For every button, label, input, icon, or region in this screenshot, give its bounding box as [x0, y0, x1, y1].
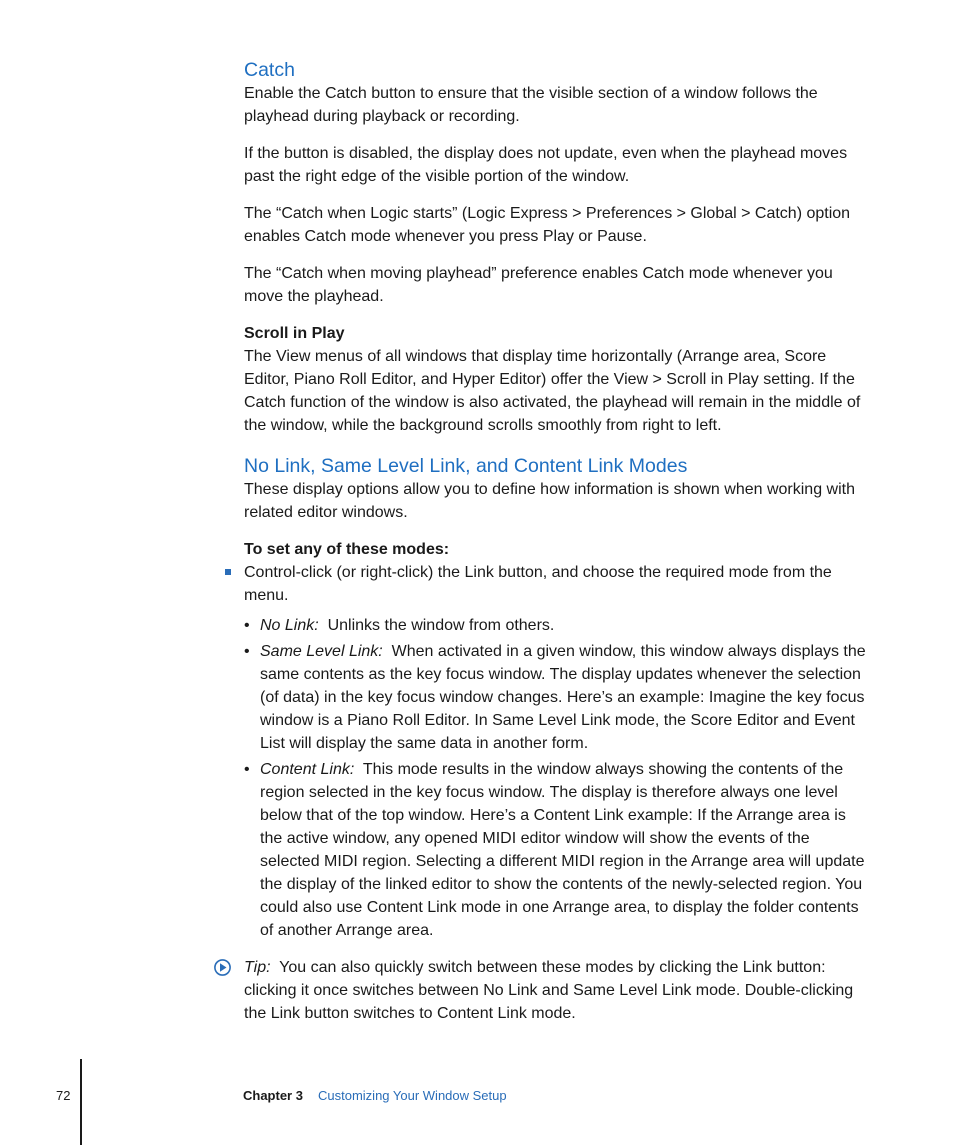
bullet-dot-icon: •: [244, 617, 250, 634]
footer-chapter-title: Customizing Your Window Setup: [318, 1088, 507, 1103]
tip-note: [244, 956, 872, 1025]
tip-label: Tip:: [244, 959, 271, 976]
task-heading: To set any of these modes:: [244, 541, 450, 558]
list-item-same-level-link: [244, 640, 872, 755]
footer-chapter: Chapter 3: [243, 1088, 303, 1103]
footer-divider: [80, 1059, 82, 1145]
desc-content-link: This mode results in the window always showing the contents of the region selected in the key focus window. The display is therefore always one level below that of the top window. Here’s a Content Link example: If the Arrange area is the active window, any opened MIDI editor window will show the events of the selected MIDI region. Selecting a different MIDI region in the Arrange area will update the display of the linked editor to show the contents of the newly-selected region. You could also use Content Link mode in one Arrange area, to display the folder contents of another Arrange area.: [260, 761, 865, 939]
catch-paragraph-4: The “Catch when moving playhead” preference enables Catch mode whenever you move the playhead.: [244, 265, 833, 305]
tip-arrow-icon: [214, 959, 231, 976]
desc-no-link: Unlinks the window from others.: [327, 617, 555, 634]
bullet-dot-icon: •: [244, 643, 250, 660]
link-paragraph-1: These display options allow you to define how information is shown when working with related editor windows.: [244, 481, 855, 521]
subheading-scroll-in-play: Scroll in Play: [244, 325, 345, 342]
term-no-link: No Link:: [260, 617, 319, 634]
catch-paragraph-1: Enable the Catch button to ensure that the visible section of a window follows the playhead during playback or recording.: [244, 85, 818, 125]
square-bullet-icon: [225, 569, 231, 575]
bullet-dot-icon: •: [244, 761, 250, 778]
list-item-content-link: [244, 758, 872, 942]
task-step: [244, 561, 872, 607]
link-mode-list: [244, 614, 872, 942]
term-content-link: Content Link:: [260, 761, 355, 778]
scroll-paragraph: The View menus of all windows that display time horizontally (Arrange area, Score Editor, Piano Roll Editor, and Hyper Editor) offer the View > Scroll in Play setting. If the Catch function of the window is also activated, the playhead will remain in the middle of the window, while the background scrolls smoothly from right to left.: [244, 348, 861, 434]
heading-link-modes: No Link, Same Level Link, and Content Link Modes: [244, 455, 688, 477]
page-number: 72: [56, 1088, 71, 1103]
term-same-level-link: Same Level Link:: [260, 643, 383, 660]
task-step-text: Control-click (or right-click) the Link button, and choose the required mode from the menu.: [244, 564, 832, 604]
heading-catch: Catch: [244, 59, 295, 81]
tip-text: You can also quickly switch between these modes by clicking the Link button: clicking it once switches between No Link and Same Level Link mode. Double-clicking the Link button switches to Content Link mode.: [244, 959, 854, 1022]
catch-paragraph-2: If the button is disabled, the display does not update, even when the playhead moves past the right edge of the visible portion of the window.: [244, 145, 848, 185]
catch-paragraph-3: The “Catch when Logic starts” (Logic Express > Preferences > Global > Catch) option enables Catch mode whenever you press Play or Pause.: [244, 205, 851, 245]
list-item-no-link: [244, 614, 872, 637]
desc-same-level-link: When activated in a given window, this window always displays the same contents as the key focus window. The display updates whenever the selection (of data) in the key focus window changes. Here’s an example: Imagine the key focus window is a Piano Roll Editor. In Same Level Link mode, the Score Editor and Event List will display the same data in another form.: [260, 643, 866, 752]
page-content: [244, 58, 872, 1025]
